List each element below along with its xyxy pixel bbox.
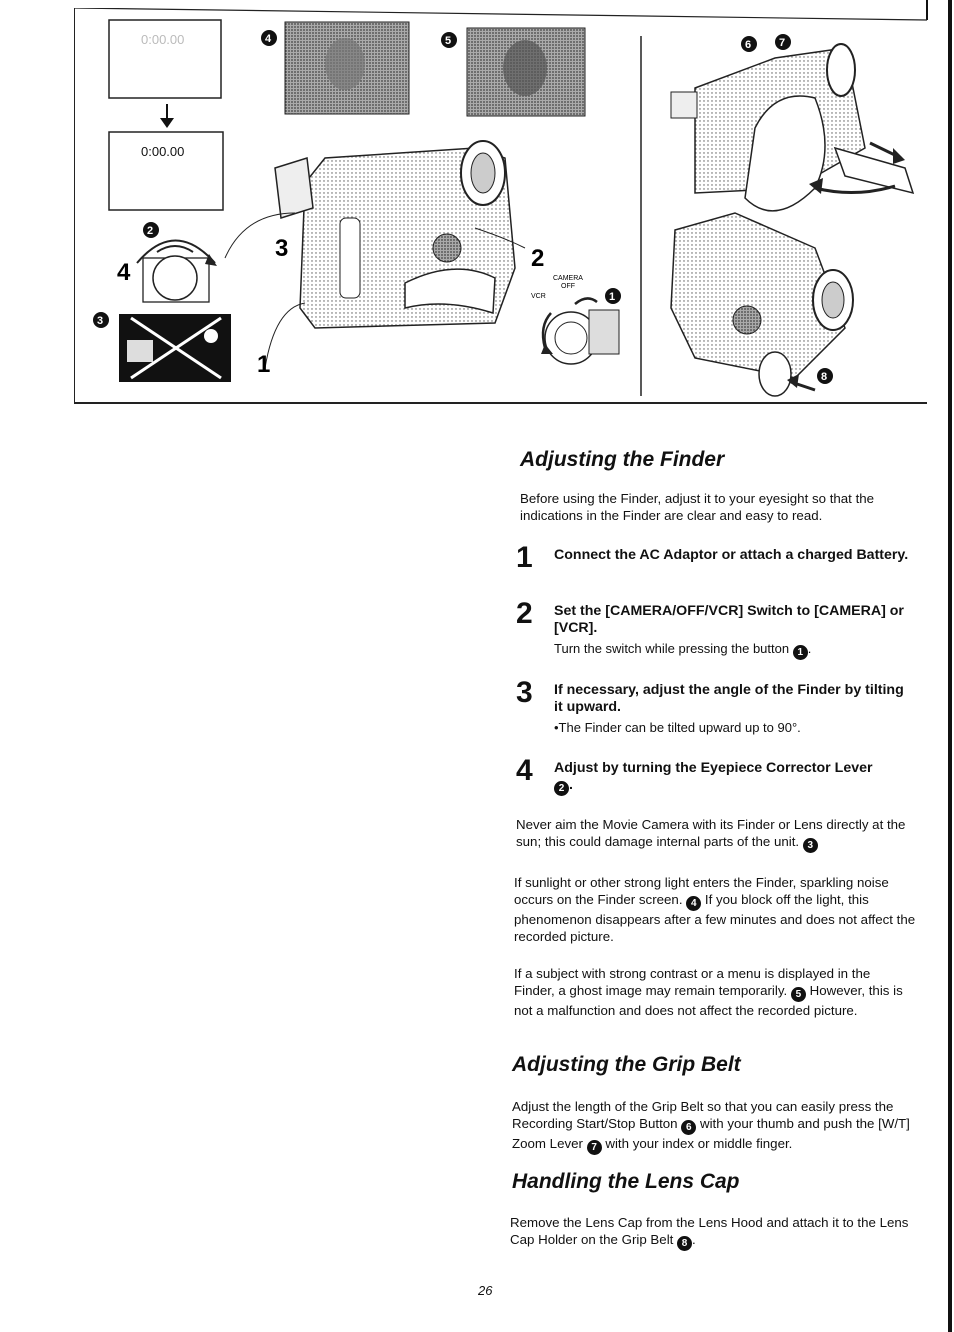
step-number-3: 3 (275, 235, 289, 262)
finder-title: Adjusting the Finder (520, 448, 725, 471)
callout-6-text-badge: 6 (681, 1120, 696, 1135)
finder-para-sparkle: If sunlight or other strong light enters the Finder, sparkling noise occurs on the Finder screen. 4 If you block off the light, this phenomenon disappears after a few minutes and does not affect the recorded picture. (514, 875, 916, 944)
grip-text: Adjust the length of the Grip Belt so that you can easily press the Recording Start/Stop Button 6 with your thumb and push the [W/T] Zoom Lever 7 with your index or middle finger. (512, 1099, 910, 1153)
step-2-heading: Set the [CAMERA/OFF/VCR] Switch to [CAMERA] or [VCR]. (554, 603, 904, 636)
sun-warning-icon (119, 314, 231, 382)
display-clear-text: 0:00.00 (141, 144, 185, 159)
button-1-badge: 1 (793, 645, 808, 660)
finder-step-4 (516, 754, 916, 796)
svg-text:7: 7 (779, 37, 786, 49)
svg-text:8: 8 (821, 371, 828, 383)
step-2-number: 2 (516, 597, 533, 630)
svg-text:3: 3 (97, 315, 104, 327)
grip-belt-illustration (671, 44, 913, 211)
switch-label-camera: CAMERA (553, 275, 583, 282)
page-number: 26 (478, 1283, 493, 1298)
step-1-heading: Connect the AC Adaptor or attach a charged Battery. (554, 547, 909, 563)
switch-label-vcr: VCR (531, 293, 546, 300)
switch-label-off: OFF (561, 283, 575, 290)
lens-text: Remove the Lens Cap from the Lens Hood and attach it to the Lens Cap Holder on the Grip Belt 8 . (510, 1215, 909, 1249)
finder-step-1 (516, 541, 916, 574)
callout-3-text-badge: 3 (803, 838, 818, 853)
step-number-1: 1 (257, 351, 271, 378)
svg-text:2: 2 (147, 225, 154, 237)
illustration (75, 8, 927, 402)
mode-switch-icon (541, 298, 619, 364)
display-dim-text: 0:00.00 (141, 32, 185, 47)
finder-para-sun: Never aim the Movie Camera with its Finder or Lens directly at the sun; this could damage internal parts of the unit. 3 (516, 817, 906, 851)
callout-5-text-badge: 5 (791, 987, 806, 1002)
callout-7-text-badge: 7 (587, 1140, 602, 1155)
step-number-4: 4 (117, 259, 131, 286)
camcorder-illustration (225, 141, 525, 368)
finder-intro: Before using the Finder, adjust it to your eyesight so that the indications in the Finder are clear and easy to read. (520, 491, 875, 523)
step-3-note: •The Finder can be tilted upward up to 90°. (554, 720, 801, 735)
page-edge-rule (948, 0, 952, 1332)
step-3-number: 3 (516, 676, 533, 709)
illustration-panel (74, 8, 927, 404)
svg-text:4: 4 (265, 33, 272, 45)
step-1-number: 1 (516, 541, 533, 574)
svg-text:5: 5 (445, 35, 452, 47)
finder-step-3 (516, 676, 916, 736)
step-4-heading: Adjust by turning the Eyepiece Corrector Lever 2 . (554, 760, 873, 794)
lever-2-badge: 2 (554, 781, 569, 796)
step-number-2: 2 (531, 245, 545, 272)
svg-text:6: 6 (745, 39, 752, 51)
callout-4-text-badge: 4 (686, 896, 701, 911)
lens-title: Handling the Lens Cap (512, 1170, 740, 1193)
step-3-heading: If necessary, adjust the angle of the Finder by tilting it upward. (554, 682, 904, 715)
grip-title: Adjusting the Grip Belt (512, 1053, 741, 1076)
panel-top-border (75, 8, 927, 20)
finder-para-ghost: If a subject with strong contrast or a menu is displayed in the Finder, a ghost image may remain temporarily. 5 However, this is not a malfunction and does not affect the recorded picture. (514, 966, 903, 1018)
svg-text:1: 1 (609, 291, 616, 303)
eyepiece-lever-icon (137, 241, 217, 303)
step-4-number: 4 (516, 754, 533, 787)
step-2-note: Turn the switch while pressing the button 1 . (554, 641, 812, 658)
callout-8-text-badge: 8 (677, 1236, 692, 1251)
finder-step-2 (516, 597, 916, 660)
